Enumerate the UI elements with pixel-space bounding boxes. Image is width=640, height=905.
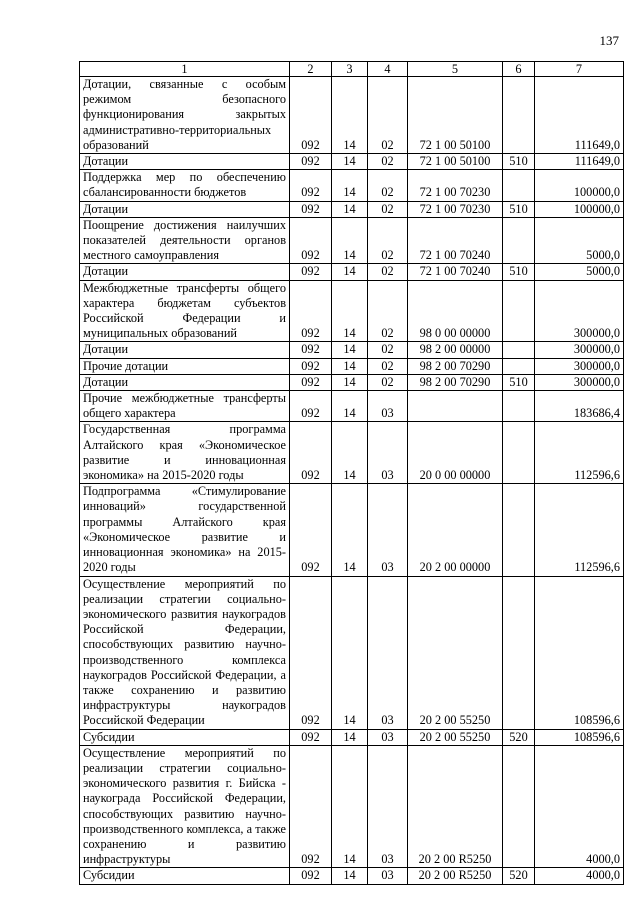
subsection-code-cell: 02 (368, 154, 408, 170)
expense-type-cell (503, 576, 535, 729)
amount-cell: 112596,6 (535, 484, 624, 576)
subsection-code-cell: 02 (368, 264, 408, 280)
section-code-cell: 14 (332, 280, 368, 342)
table-row (80, 201, 624, 217)
section-code-cell: 14 (332, 217, 368, 264)
expense-type-cell (503, 422, 535, 484)
expense-type-cell: 510 (503, 374, 535, 390)
column-header: 4 (368, 62, 408, 77)
page-number: 137 (599, 33, 619, 48)
amount-cell: 100000,0 (535, 170, 624, 201)
row-name-cell: Прочие дотации (80, 358, 290, 374)
section-code-cell: 14 (332, 729, 368, 745)
column-header: 5 (408, 62, 503, 77)
row-name-cell: Межбюджетные трансферты общего характера бюджетам субъектов Российской Федерации и муниципальных образований (80, 280, 290, 342)
subsection-code-cell: 02 (368, 280, 408, 342)
column-header: 6 (503, 62, 535, 77)
subsection-code-cell: 03 (368, 729, 408, 745)
target-article-cell: 20 2 00 00000 (408, 484, 503, 576)
section-code-cell: 14 (332, 745, 368, 868)
table-row (80, 77, 624, 154)
amount-cell: 108596,6 (535, 729, 624, 745)
subsection-code-cell: 02 (368, 358, 408, 374)
expense-type-cell: 520 (503, 868, 535, 884)
department-code-cell: 092 (290, 868, 332, 884)
table-row (80, 170, 624, 201)
expense-type-cell (503, 391, 535, 422)
target-article-cell: 20 2 00 R5250 (408, 868, 503, 884)
row-name-cell: Прочие межбюджетные трансферты общего характера (80, 391, 290, 422)
table-row (80, 342, 624, 358)
table-row (80, 391, 624, 422)
table-row (80, 374, 624, 390)
section-code-cell: 14 (332, 391, 368, 422)
section-code-cell: 14 (332, 154, 368, 170)
subsection-code-cell: 03 (368, 422, 408, 484)
department-code-cell: 092 (290, 358, 332, 374)
subsection-code-cell: 03 (368, 745, 408, 868)
amount-cell: 300000,0 (535, 280, 624, 342)
expense-type-cell: 510 (503, 264, 535, 280)
budget-table (79, 61, 624, 885)
amount-cell: 5000,0 (535, 217, 624, 264)
column-header: 2 (290, 62, 332, 77)
target-article-cell: 20 2 00 55250 (408, 729, 503, 745)
target-article-cell: 72 1 00 70230 (408, 201, 503, 217)
row-name-cell: Дотации (80, 342, 290, 358)
expense-type-cell (503, 745, 535, 868)
amount-cell: 300000,0 (535, 342, 624, 358)
column-header: 1 (80, 62, 290, 77)
row-name-cell: Государственная программа Алтайского края «Экономическое развитие и инновационная экономика» на 2015-2020 годы (80, 422, 290, 484)
department-code-cell: 092 (290, 280, 332, 342)
table-row (80, 484, 624, 576)
column-header: 3 (332, 62, 368, 77)
amount-cell: 108596,6 (535, 576, 624, 729)
table-row (80, 154, 624, 170)
section-code-cell: 14 (332, 422, 368, 484)
subsection-code-cell: 03 (368, 576, 408, 729)
section-code-cell: 14 (332, 868, 368, 884)
target-article-cell: 98 0 00 00000 (408, 280, 503, 342)
row-name-cell: Поддержка мер по обеспечению сбалансированности бюджетов (80, 170, 290, 201)
section-code-cell: 14 (332, 342, 368, 358)
section-code-cell: 14 (332, 77, 368, 154)
subsection-code-cell: 03 (368, 868, 408, 884)
table-row (80, 729, 624, 745)
row-name-cell: Поощрение достижения наилучших показателей деятельности органов местного самоуправления (80, 217, 290, 264)
expense-type-cell (503, 358, 535, 374)
department-code-cell: 092 (290, 217, 332, 264)
subsection-code-cell: 02 (368, 374, 408, 390)
section-code-cell: 14 (332, 201, 368, 217)
table-row (80, 358, 624, 374)
department-code-cell: 092 (290, 729, 332, 745)
table-row (80, 868, 624, 884)
table-row (80, 745, 624, 868)
amount-cell: 112596,6 (535, 422, 624, 484)
target-article-cell: 72 1 00 70240 (408, 264, 503, 280)
row-name-cell: Дотации, связанные с особым режимом безопасного функционирования закрытых административно-территориальных образований (80, 77, 290, 154)
row-name-cell: Подпрограмма «Стимулирование инноваций» государственной программы Алтайского края «Экономическое развитие и инновационная экономика» на 2015-2020 годы (80, 484, 290, 576)
expense-type-cell (503, 77, 535, 154)
amount-cell: 111649,0 (535, 77, 624, 154)
row-name-cell: Осуществление мероприятий по реализации стратегии социально-экономического развития наукоградов Российской Федерации, способствующих развитию научно-производственного комплекса наукоградов Российской Федерации, а также сохранению и развитию инфраструктуры наукоградов Российской Федерации (80, 576, 290, 729)
expense-type-cell (503, 217, 535, 264)
amount-cell: 4000,0 (535, 745, 624, 868)
expense-type-cell: 510 (503, 154, 535, 170)
section-code-cell: 14 (332, 170, 368, 201)
target-article-cell: 98 2 00 70290 (408, 374, 503, 390)
expense-type-cell (503, 484, 535, 576)
row-name-cell: Дотации (80, 154, 290, 170)
row-name-cell: Дотации (80, 201, 290, 217)
section-code-cell: 14 (332, 264, 368, 280)
department-code-cell: 092 (290, 77, 332, 154)
target-article-cell: 98 2 00 70290 (408, 358, 503, 374)
subsection-code-cell: 02 (368, 201, 408, 217)
subsection-code-cell: 02 (368, 170, 408, 201)
section-code-cell: 14 (332, 374, 368, 390)
target-article-cell: 20 0 00 00000 (408, 422, 503, 484)
department-code-cell: 092 (290, 154, 332, 170)
amount-cell: 100000,0 (535, 201, 624, 217)
department-code-cell: 092 (290, 374, 332, 390)
table-row (80, 264, 624, 280)
target-article-cell: 20 2 00 R5250 (408, 745, 503, 868)
expense-type-cell: 520 (503, 729, 535, 745)
amount-cell: 300000,0 (535, 374, 624, 390)
target-article-cell: 72 1 00 70240 (408, 217, 503, 264)
target-article-cell: 20 2 00 55250 (408, 576, 503, 729)
department-code-cell: 092 (290, 342, 332, 358)
section-code-cell: 14 (332, 484, 368, 576)
subsection-code-cell: 02 (368, 77, 408, 154)
department-code-cell: 092 (290, 201, 332, 217)
table-row (80, 217, 624, 264)
subsection-code-cell: 03 (368, 484, 408, 576)
header-row (80, 62, 624, 77)
department-code-cell: 092 (290, 264, 332, 280)
amount-cell: 300000,0 (535, 358, 624, 374)
subsection-code-cell: 03 (368, 391, 408, 422)
target-article-cell (408, 391, 503, 422)
target-article-cell: 72 1 00 50100 (408, 77, 503, 154)
department-code-cell: 092 (290, 391, 332, 422)
section-code-cell: 14 (332, 358, 368, 374)
target-article-cell: 98 2 00 00000 (408, 342, 503, 358)
row-name-cell: Дотации (80, 374, 290, 390)
row-name-cell: Субсидии (80, 729, 290, 745)
table-row (80, 576, 624, 729)
column-header: 7 (535, 62, 624, 77)
expense-type-cell (503, 170, 535, 201)
row-name-cell: Дотации (80, 264, 290, 280)
row-name-cell: Осуществление мероприятий по реализации стратегии социально-экономического развития г. Бийска - наукограда Российской Федерации, способствующих развитию научно-производственного комплекса, а также сохранению и развитию инфраструктуры (80, 745, 290, 868)
department-code-cell: 092 (290, 576, 332, 729)
expense-type-cell (503, 342, 535, 358)
department-code-cell: 092 (290, 484, 332, 576)
section-code-cell: 14 (332, 576, 368, 729)
department-code-cell: 092 (290, 170, 332, 201)
department-code-cell: 092 (290, 422, 332, 484)
table-row (80, 280, 624, 342)
amount-cell: 4000,0 (535, 868, 624, 884)
amount-cell: 5000,0 (535, 264, 624, 280)
row-name-cell: Субсидии (80, 868, 290, 884)
expense-type-cell (503, 280, 535, 342)
table-row (80, 422, 624, 484)
expense-type-cell: 510 (503, 201, 535, 217)
subsection-code-cell: 02 (368, 217, 408, 264)
department-code-cell: 092 (290, 745, 332, 868)
target-article-cell: 72 1 00 70230 (408, 170, 503, 201)
target-article-cell: 72 1 00 50100 (408, 154, 503, 170)
subsection-code-cell: 02 (368, 342, 408, 358)
amount-cell: 111649,0 (535, 154, 624, 170)
amount-cell: 183686,4 (535, 391, 624, 422)
